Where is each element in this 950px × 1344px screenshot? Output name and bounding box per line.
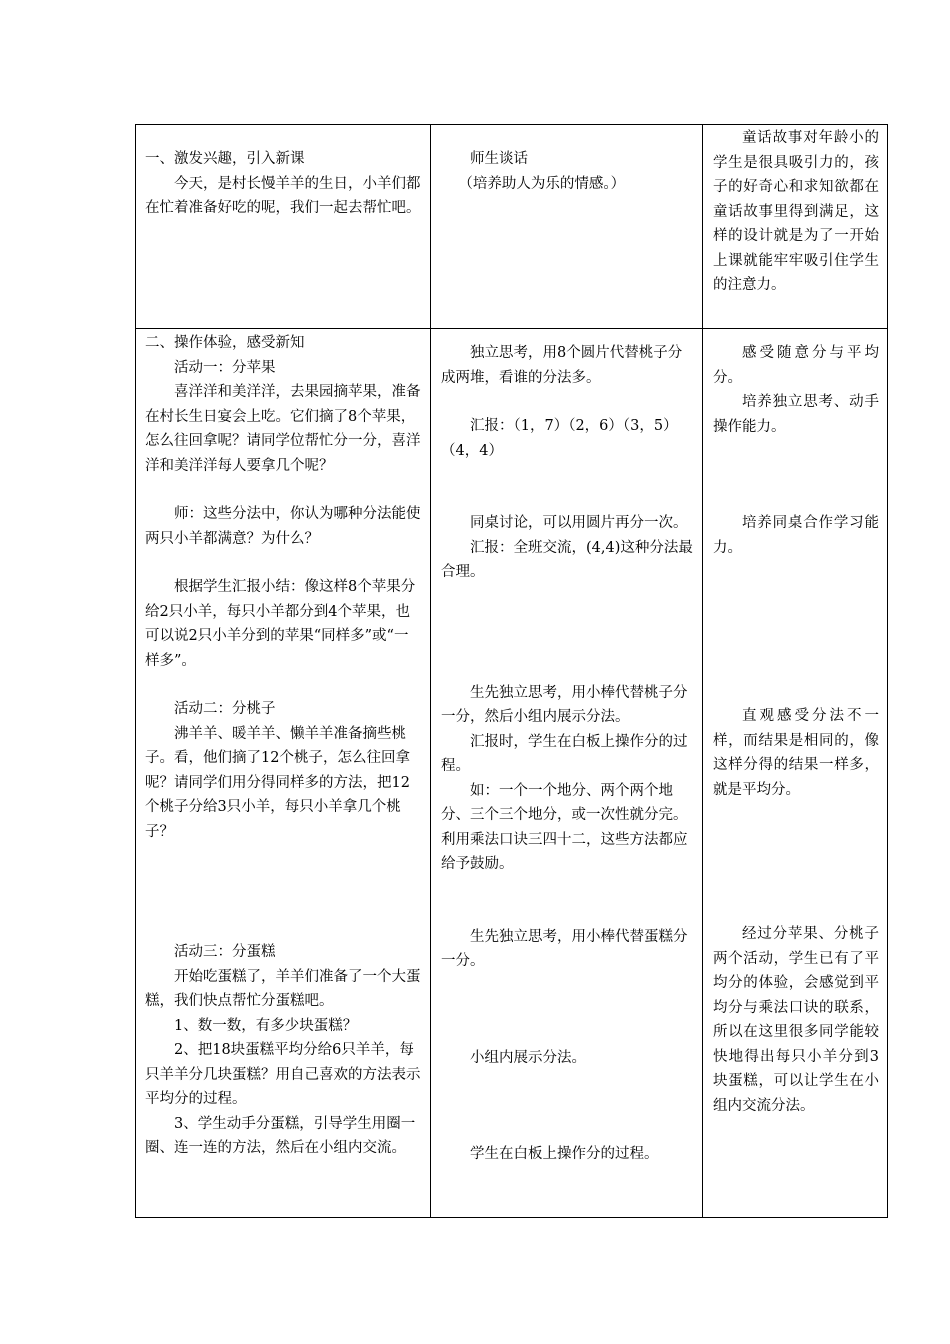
section-heading-1: 一、激发兴趣，引入新课 — [145, 151, 305, 167]
intent-note-5: 直观感受分法不一样，而结果是相同的，像这样分得的结果一样多，就是平均分。 — [713, 708, 879, 798]
teacher-talk: 师生谈话 — [470, 151, 528, 167]
intent-note-2: 感受随意分与平均分。 — [713, 345, 879, 386]
section-heading-2: 二、操作体验，感受新知 — [145, 335, 305, 351]
activity2-text: 沸羊羊、暖羊羊、懒羊羊准备摘些桃子。看，他们摘了12个桃子，怎么往回拿呢？请同学们用分得同样多的方法，把12个桃子分给3只小羊，每只小羊拿几个桃子？ — [145, 725, 410, 840]
intro-text: 今天，是村长慢羊羊的生日，小羊们都在忙着准备好吃的呢，我们一起去帮忙吧。 — [145, 175, 421, 216]
a1-discuss: 同桌讨论，可以用圆片再分一次。 — [470, 515, 688, 531]
step-1: 1、数一数，有多少块蛋糕？ — [174, 1017, 358, 1034]
a3-group: 小组内展示分法。 — [470, 1049, 586, 1066]
table-row-explore — [136, 329, 888, 1218]
cell-explore-intent — [703, 329, 888, 1218]
a2-think: 生先独立思考，用小棒代替桃子分一分，然后小组内展示分法。 — [441, 684, 688, 725]
cell-intro-intent — [703, 125, 888, 329]
intent-note-3: 培养独立思考、动手操作能力。 — [713, 394, 879, 435]
a2-example: 如：一个一个地分、两个两个地分、三个三个地分，或一次性就分完。利用乘法口诀三四十二，这些方法都应给予鼓励。 — [441, 782, 688, 872]
teacher-question: 师：这些分法中，你认为哪种分法能使两只小羊都满意？为什么？ — [145, 506, 421, 547]
a1-report-2: 汇报：全班交流，(4,4)这种分法最合理。 — [441, 539, 693, 580]
activity3-title: 活动三：分蛋糕 — [174, 944, 276, 960]
activity3-text: 开始吃蛋糕了，羊羊们准备了一个大蛋糕，我们快点帮忙分蛋糕吧。 — [145, 968, 421, 1009]
cell-explore-process — [136, 329, 431, 1218]
a2-report: 汇报时，学生在白板上操作分的过程。 — [441, 733, 688, 774]
lesson-plan-table — [135, 124, 888, 1218]
step-3: 3、学生动手分蛋糕，引导学生用圈一圈、连一连的方法，然后在小组内交流。 — [145, 1115, 416, 1156]
a1-report: 汇报：（1，7）（2，6）（3，5）（4，4） — [441, 418, 678, 459]
cell-intro-process — [136, 125, 431, 329]
step-2: 2、把18块蛋糕平均分给6只羊羊，每只羊羊分几块蛋糕？用自己喜欢的方法表示平均分的过程。 — [145, 1042, 421, 1107]
activity1-title: 活动一：分苹果 — [174, 359, 276, 376]
activity2-title: 活动二：分桃子 — [174, 701, 276, 717]
summary-text: 根据学生汇报小结：像这样8个苹果分给2只小羊，每只小羊都分到4个苹果，也可以说2只小羊分到的苹果“同样多”或“一样多”。 — [145, 579, 416, 669]
activity1-text: 喜洋洋和美洋洋，去果园摘苹果，准备在村长生日宴会上吃。它们摘了8个苹果，怎么往回拿呢？请同学位帮忙分一分，喜洋洋和美洋洋每人要拿几个呢？ — [145, 384, 421, 474]
cell-explore-activity — [431, 329, 703, 1218]
intent-note-6: 经过分苹果、分桃子两个活动，学生已有了平均分的体验，会感觉到平均分与乘法口诀的联系，所以在这里很多同学能较快地得出每只小羊分到3块蛋糕，可以让学生在小组内交流分法。 — [713, 926, 879, 1114]
emotion-goal: （培养助人为乐的情感。） — [458, 175, 626, 192]
a1-think: 独立思考，用8个圆片代替桃子分成两堆，看谁的分法多。 — [441, 345, 683, 386]
a3-think: 生先独立思考，用小棒代替蛋糕分一分。 — [441, 928, 688, 969]
cell-intro-activity — [431, 125, 703, 329]
intent-note-4: 培养同桌合作学习能力。 — [713, 515, 879, 556]
table-row-intro — [136, 125, 888, 329]
intent-note-1: 童话故事对年龄小的学生是很具吸引力的，孩子的好奇心和求知欲都在童话故事里得到满足，这样的设计就是为了一开始上课就能牢牢吸引住学生的注意力。 — [713, 130, 879, 293]
a3-board: 学生在白板上操作分的过程。 — [470, 1146, 659, 1162]
